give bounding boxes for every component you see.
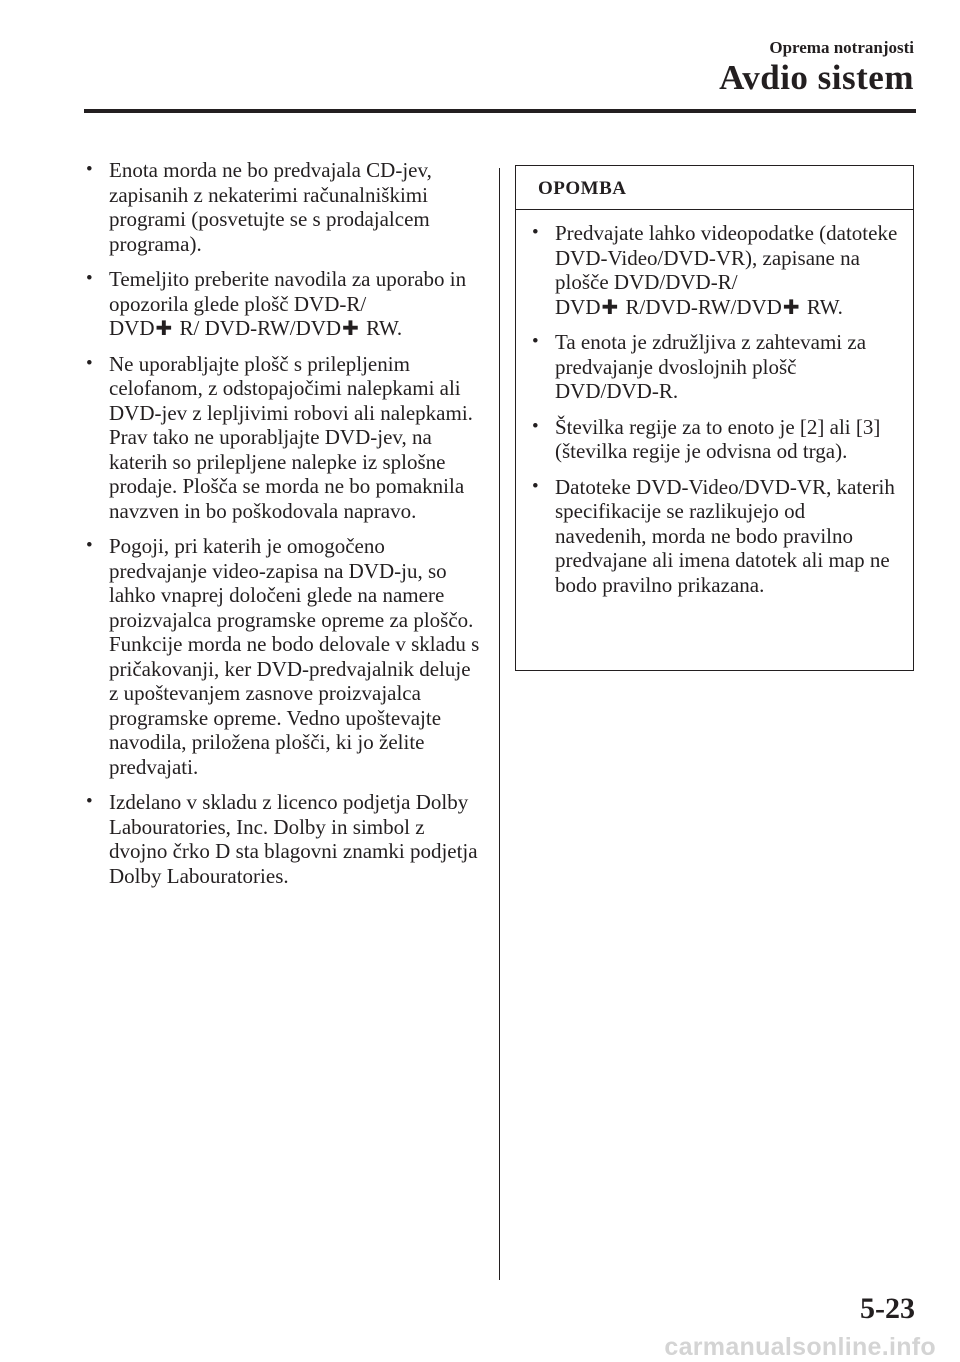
list-item-text: Izdelano v skladu z licenco podjetja Dolby Labouratories, Inc. Dolby in simbol z dvojno črko D sta blagovni znamki podjetja Dolby Labouratories. — [109, 790, 478, 888]
bullet-icon: • — [86, 535, 93, 556]
bullet-icon: • — [86, 268, 93, 289]
list-item — [530, 221, 899, 319]
bullet-icon: • — [86, 791, 93, 812]
list-item — [84, 352, 484, 524]
list-item — [84, 534, 484, 779]
header-rule — [84, 109, 916, 113]
note-title: OPOMBA — [538, 178, 627, 199]
bullet-icon: • — [86, 159, 93, 180]
list-item-text: Ta enota je združljiva z zahtevami za predvajanje dvoslojnih plošč DVD/DVD-R. — [555, 330, 867, 403]
plus-icon: ✚ — [155, 316, 173, 340]
list-item-text: Datoteke DVD-Video/DVD-VR, katerih specifikacije se razlikujejo od navedenih, morda ne bodo pravilno predvajane ali imena datotek ali map ne bodo pravilno prikazana. — [555, 474, 895, 597]
bullet-icon: • — [532, 331, 539, 352]
list-item-text: Pogoji, pri katerih je omogočeno predvajanje video-zapisa na DVD-ju, so lahko vnaprej določeni glede na namere proizvajalca programske opreme za ploščo. Funkcije morda ne bodo delovale v skladu s pričakovanji, ker DVD-predvajalnik deluje z upoštevanjem zasnove proizvajalca programske opreme. Vedno upoštevajte navodila, priložena plošči, ki jo želite predvajati. — [109, 534, 480, 779]
list-item — [530, 330, 899, 404]
list-item — [84, 158, 484, 256]
list-item — [530, 475, 899, 598]
left-column — [84, 158, 484, 899]
list-item — [530, 415, 899, 464]
list-item — [84, 790, 484, 888]
list-item-text: Predvajate lahko videopodatke (datoteke DVD-Video/DVD-VR), zapisane na plošče DVD/DVD-R/ — [555, 221, 898, 294]
list-item-text: RW. — [801, 294, 843, 319]
page-title: Avdio sistem — [719, 58, 914, 97]
bullet-icon: • — [532, 222, 539, 243]
list-item-text: Številka regije za to enoto je [2] ali [3] (številka regije je odvisna od trga). — [555, 414, 881, 463]
column-divider — [499, 168, 500, 1280]
bullet-icon: • — [532, 415, 539, 437]
plus-icon: ✚ — [782, 294, 800, 319]
list-item — [84, 267, 484, 341]
bullet-icon: • — [532, 475, 539, 497]
list-item-text: Enota morda ne bo predvajala CD-jev, zapisanih z nekaterimi računalniškimi programi (posvetujte se s prodajalcem programa). — [109, 158, 432, 256]
watermark: carmanualsonline.info — [664, 1333, 936, 1361]
left-bullet-list — [84, 158, 484, 888]
page-number: 5-23 — [860, 1292, 915, 1325]
list-item-text: Ne uporabljajte plošč s prilepljenim celofanom, z odstopajočimi nalepkami ali DVD-jev z lepljivimi robovi ali nalepkami. Prav tako ne uporabljajte DVD-jev, na katerih so prilepljene nalepke iz splošne prodaje. Plošča se morda ne bo pomaknila navzven in bo poškodovala napravo. — [109, 351, 473, 523]
list-item-text: DVD — [555, 294, 601, 319]
plus-icon: ✚ — [601, 294, 619, 319]
list-item-text: Temeljito preberite navodila za uporabo in opozorila glede plošč DVD-R/ — [109, 267, 467, 316]
list-item-text: DVD — [109, 316, 155, 340]
note-box — [515, 165, 914, 671]
list-item-text: R/DVD-RW/DVD — [620, 294, 782, 319]
header-section-label: Oprema notranjosti — [769, 38, 914, 57]
bullet-icon: • — [86, 352, 93, 374]
list-item-text: R/ DVD-RW/DVD — [174, 316, 342, 340]
list-item-text: RW. — [360, 316, 403, 340]
note-bullet-list — [530, 221, 899, 597]
plus-icon: ✚ — [342, 316, 359, 340]
